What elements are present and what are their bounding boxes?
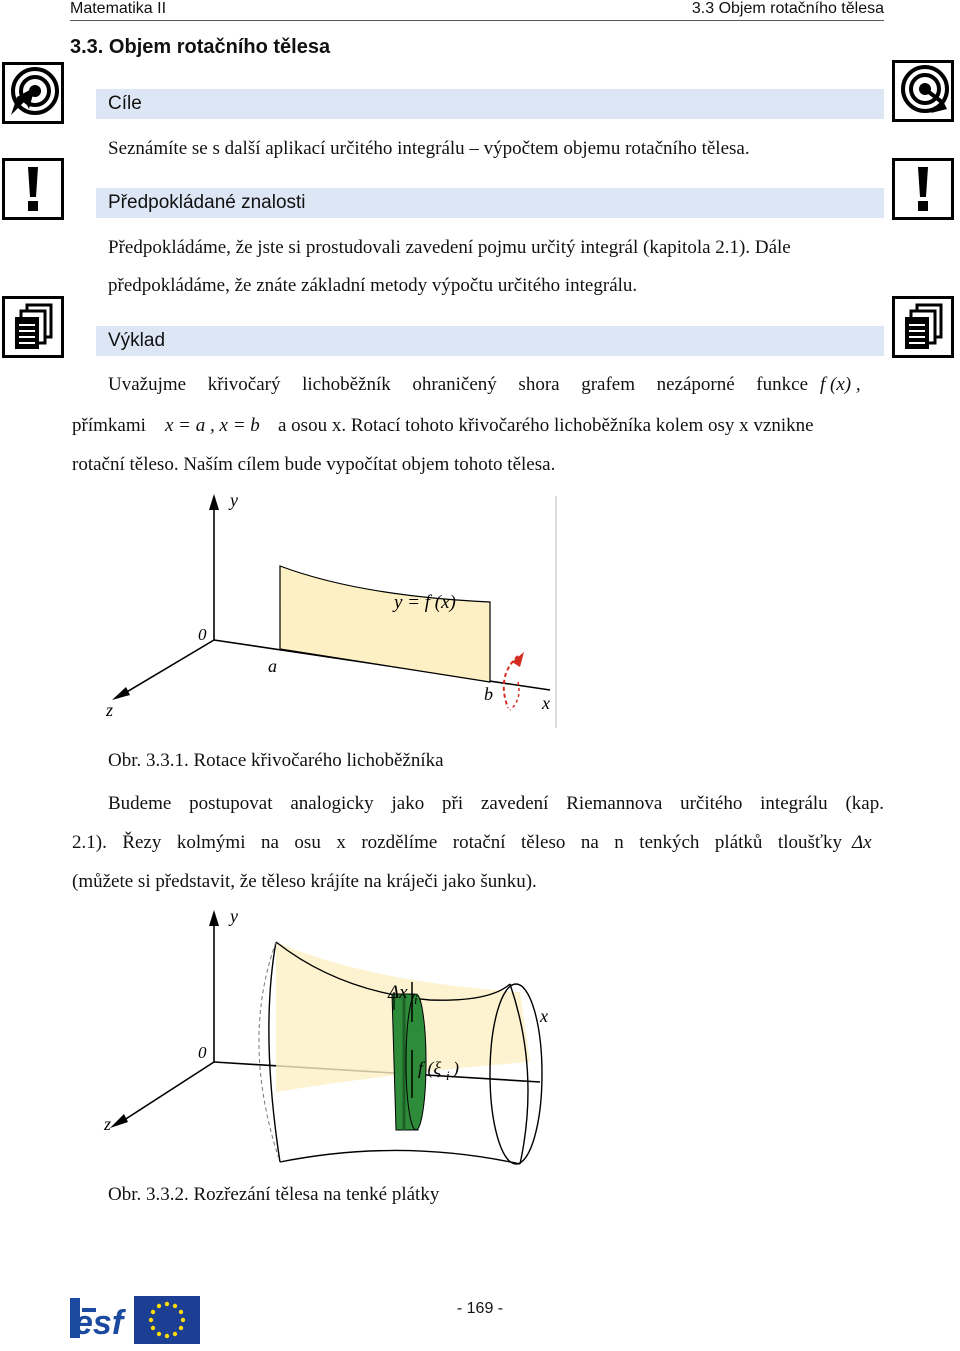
esf-logo — [68, 1294, 130, 1346]
fig2-label-fxi-end: ) — [453, 1058, 459, 1078]
header-section: 3.3 Objem rotačního tělesa — [691, 0, 884, 17]
prereq-line-2: předpokládáme, že znáte základní metody výpočtu určitého integrálu. — [108, 275, 638, 296]
explanation-line-1: Uvažujme křivočarý lichoběžník ohraničený shora grafem nezáporné funkce — [108, 374, 808, 395]
continue-line-1: Budeme postupovat analogicky jako při zavedení Riemannova určitého integrálu (kap. — [108, 793, 884, 814]
fig1-label-a: a — [268, 656, 277, 676]
continue-line-2: 2.1). Řezy kolmými na osu x rozdělíme rotační těleso na n tenkých plátků tloušťky — [72, 832, 842, 853]
fig1-label-func: y = f (x) — [394, 592, 456, 613]
figure2-caption: Obr. 3.3.2. Rozřezání tělesa na tenké plátky — [108, 1184, 440, 1205]
prereq-line-1: Předpokládáme, že jste si prostudovali zavedení pojmu určitý integrál (kapitola 2.1). Dále — [108, 237, 791, 258]
page-number: - 169 - — [456, 1300, 504, 1317]
target-icon — [2, 62, 64, 124]
fig2-label-fxi-sub: i — [446, 1068, 450, 1083]
goals-box: Cíle — [96, 89, 884, 119]
page-header — [70, 0, 884, 21]
fig1-label-zero: 0 — [198, 625, 207, 644]
explanation-box: Výklad — [96, 326, 884, 356]
exclamation-icon — [2, 158, 64, 220]
figure-rotation-trapezoid — [100, 486, 570, 734]
explanation-line-3: rotační těleso. Naším cílem bude vypočítat objem tohoto tělesa. — [72, 454, 556, 475]
exclamation-icon — [892, 158, 954, 220]
fig1-label-z: z — [106, 700, 114, 720]
fig1-label-y: y — [230, 490, 238, 510]
target-icon — [892, 60, 954, 122]
goals-text: Seznámíte se s další aplikací určitého integrálu – výpočtem objemu rotačního tělesa. — [108, 138, 750, 159]
fig1-label-b: b — [484, 684, 493, 704]
continue-line-3: (můžete si představit, že těleso krájíte na kráječi jako šunku). — [72, 871, 537, 892]
esf-logo-text: esf — [74, 1304, 124, 1342]
fig2-label-dx: Δx — [388, 982, 408, 1003]
section-title: 3.3. Objem rotačního tělesa — [70, 36, 331, 58]
figure-slicing — [100, 902, 570, 1172]
document-stack-icon — [2, 296, 64, 358]
explanation-line-2a: přímkami — [72, 415, 146, 436]
continue-delta: Δx — [852, 832, 872, 853]
figure1-caption: Obr. 3.3.1. Rotace křivočarého lichoběžníka — [108, 750, 444, 771]
explanation-func: f (x) , — [820, 374, 861, 395]
explanation-line-2c: a osou x. Rotací tohoto křivočarého lichoběžníka kolem osy x vznikne — [278, 415, 814, 436]
fig2-label-y: y — [230, 906, 238, 926]
prereq-box: Předpokládané znalosti — [96, 188, 884, 218]
fig1-label-x: x — [542, 693, 550, 713]
fig2-label-x: x — [540, 1006, 548, 1026]
eu-flag-icon — [134, 1296, 200, 1344]
document-stack-icon — [892, 296, 954, 358]
header-course: Matematika II — [70, 0, 167, 17]
fig2-label-dx-sub: i — [414, 992, 418, 1007]
fig2-label-fxi: f (ξ — [418, 1058, 442, 1078]
explanation-line-2b: x = a , x = b — [165, 415, 260, 436]
fig2-label-z: z — [104, 1114, 112, 1134]
fig2-label-zero: 0 — [198, 1043, 207, 1062]
